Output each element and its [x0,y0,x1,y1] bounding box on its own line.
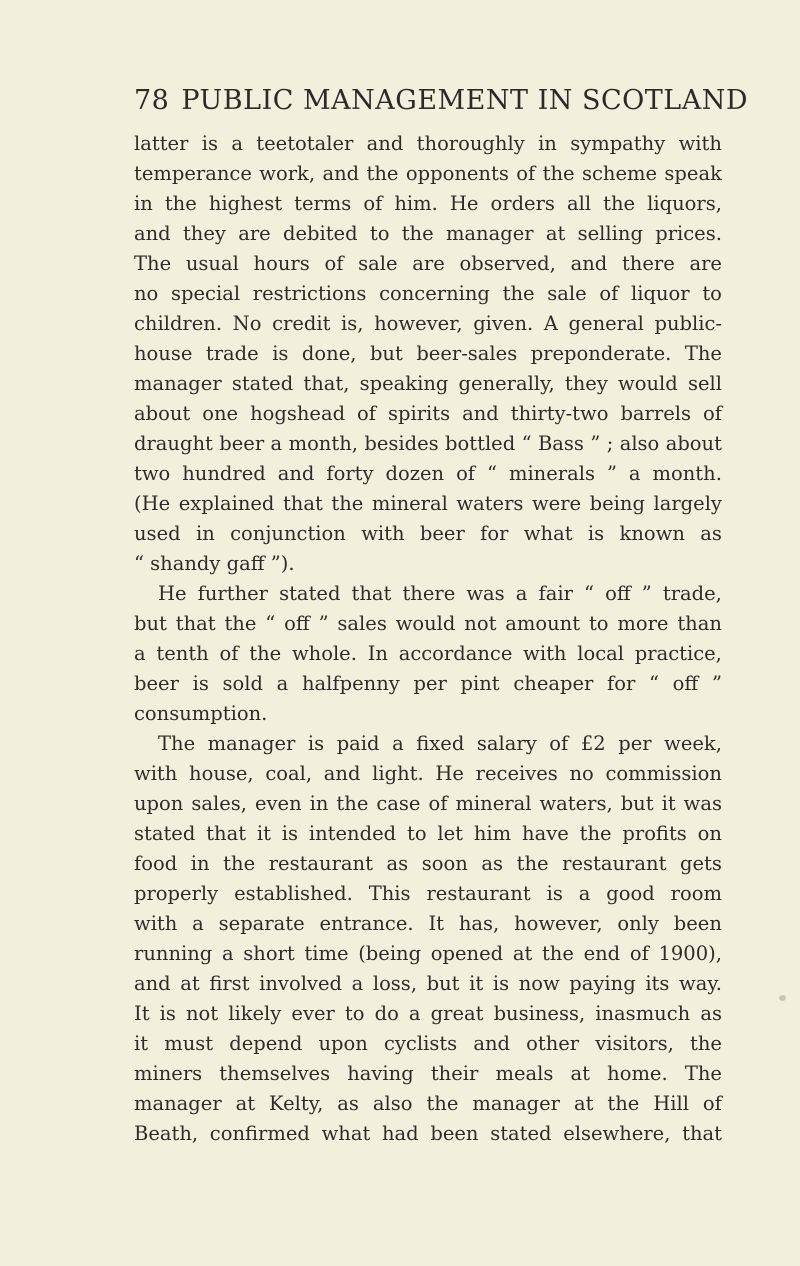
text-line: It is not likely ever to do a great business, inasmuch as [134,1002,722,1025]
text-line: temperance work, and the opponents of the scheme speak [134,162,722,185]
page-number: 78 [134,85,170,116]
text-line: The usual hours of sale are observed, and there are [134,252,722,275]
text-line: latter is a teetotaler and thoroughly in sympathy with [134,132,722,155]
text-line: He further stated that there was a fair “ off ” trade, [158,582,722,605]
text-line: consumption. [134,702,268,725]
running-head [134,85,748,116]
text-line: no special restrictions concerning the sale of liquor to [134,282,722,305]
text-line: house trade is done, but beer-sales preponderate. The [134,342,722,365]
text-line: draught beer a month, besides bottled “ Bass ” ; also about [134,432,722,455]
text-line: children. No credit is, however, given. A general public- [134,312,722,335]
text-line: upon sales, even in the case of mineral waters, but it was [134,792,722,815]
text-line: stated that it is intended to let him have the profits on [134,822,722,845]
text-line: beer is sold a halfpenny per pint cheaper for “ off ” [134,672,722,695]
text-line: about one hogshead of spirits and thirty-two barrels of [134,402,722,425]
text-line: “ shandy gaff ”). [134,552,295,575]
text-line: but that the “ off ” sales would not amount to more than [134,612,722,635]
text-line: it must depend upon cyclists and other visitors, the [134,1032,722,1055]
text-line: with a separate entrance. It has, however, only been [134,912,722,935]
text-line: and they are debited to the manager at selling prices. [134,222,722,245]
text-line: a tenth of the whole. In accordance with local practice, [134,642,722,665]
text-line: food in the restaurant as soon as the restaurant gets [134,852,722,875]
text-line: in the highest terms of him. He orders all the liquors, [134,192,722,215]
text-line: properly established. This restaurant is a good room [134,882,722,905]
text-line: The manager is paid a fixed salary of £2 per week, [158,732,722,755]
text-line: Beath, confirmed what had been stated elsewhere, that [134,1122,722,1145]
text-line: two hundred and forty dozen of “ minerals ” a month. [134,462,722,485]
text-line: and at first involved a loss, but it is now paying its way. [134,972,722,995]
text-line: manager stated that, speaking generally, they would sell [134,372,722,395]
text-line: manager at Kelty, as also the manager at the Hill of [134,1092,722,1115]
running-title: PUBLIC MANAGEMENT IN SCOTLAND [181,85,748,116]
text-line: running a short time (being opened at the end of 1900), [134,942,722,965]
body-text [134,129,722,1149]
text-line: used in conjunction with beer for what is known as [134,522,722,545]
paper-spot [779,995,786,1001]
text-line: (He explained that the mineral waters were being largely [134,492,722,515]
text-line: with house, coal, and light. He receives no commission [134,762,722,785]
text-line: miners themselves having their meals at home. The [134,1062,722,1085]
